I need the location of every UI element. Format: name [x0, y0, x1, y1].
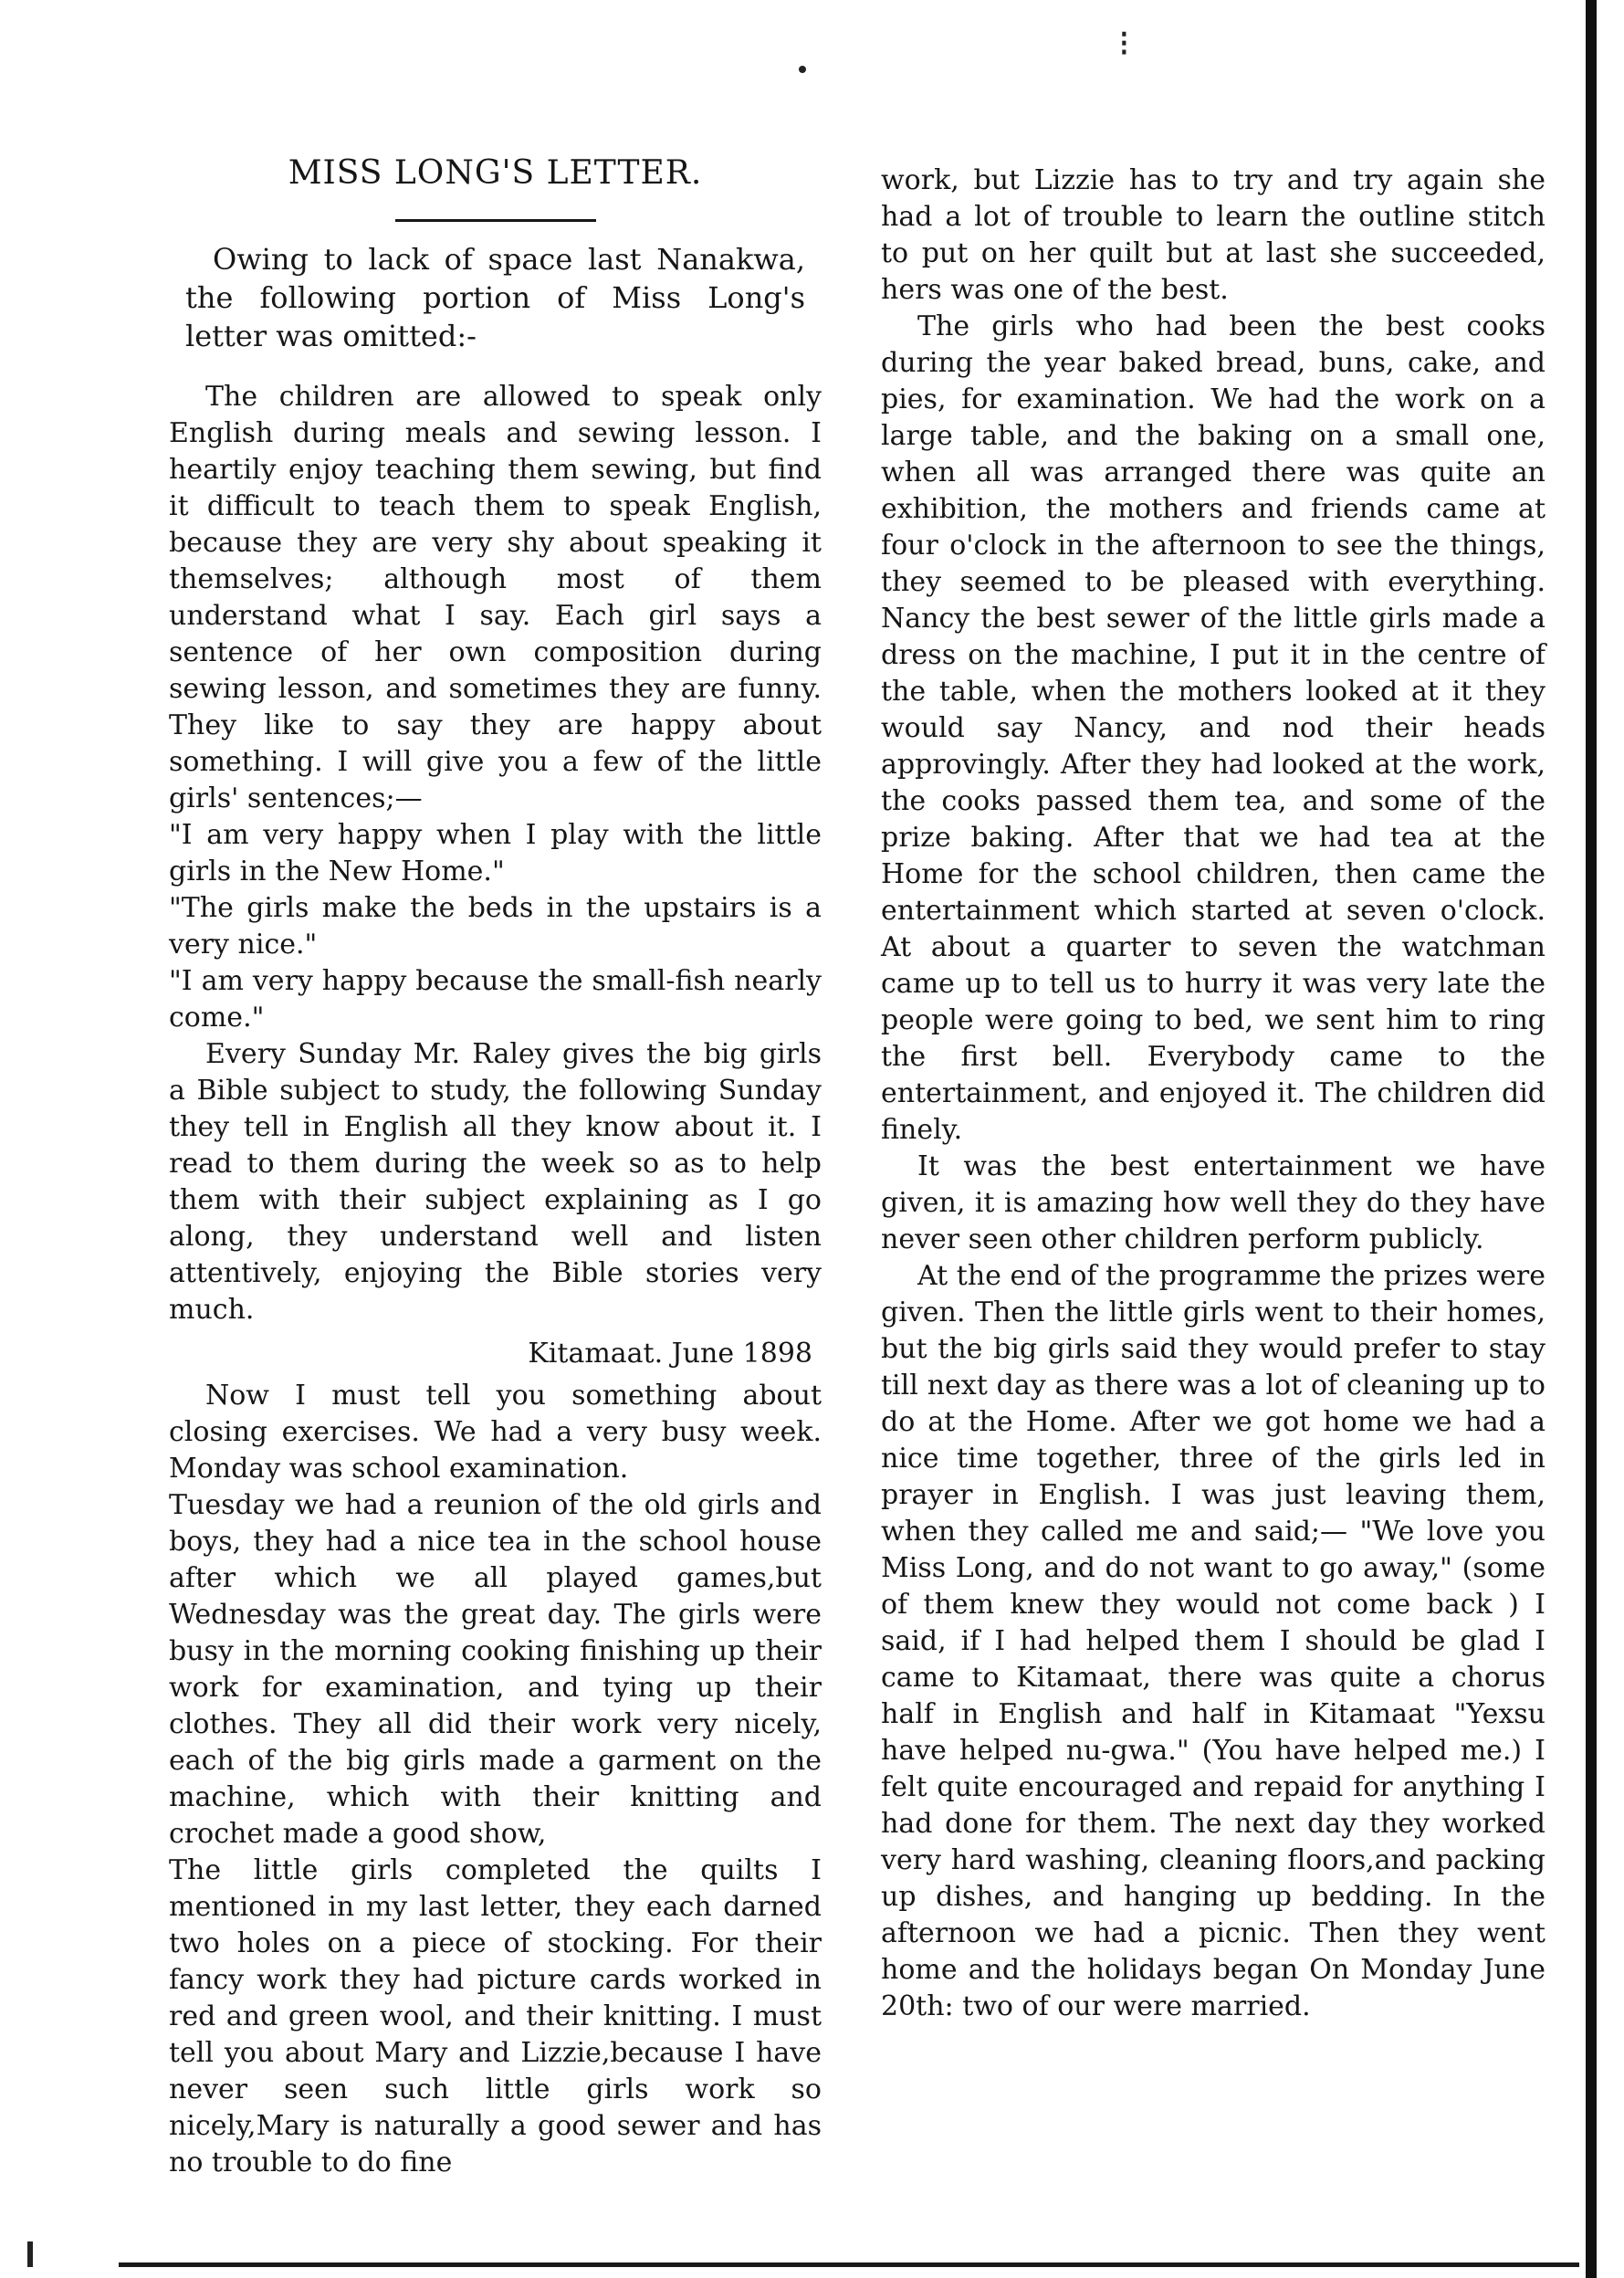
paragraph: It was the best entertainment we have given, it is amazing how well they do they have never seen other children perform publicly.	[881, 1150, 1545, 1255]
ink-speck	[799, 66, 806, 73]
margin-mark: ⁝	[1118, 23, 1130, 65]
left-column	[169, 155, 822, 2181]
paragraph: The little girls completed the quilts I mentioned in my last letter, they each darned two holes on a piece of stocking. For their fancy work they had picture cards worked in red and green wool, and their knitting. I must tell you about Mary and Lizzie,because I have never seen such little girls work so nicely,Mary is naturally a good sewer and has no trouble to do fine	[169, 1854, 822, 2178]
paragraph: Every Sunday Mr. Raley gives the big girls a Bible subject to study, the following Sunday they tell in English all they know about it. I read to them during the week so as to help them with their subject explaining as I go along, they understand well and listen attentively, enjoying the Bible stories very much.	[169, 1038, 822, 1326]
paragraph: Now I must tell you something about closing exercises. We had a very busy week. Monday was school examination.	[169, 1380, 822, 1485]
title-rule	[395, 219, 596, 222]
right-column	[881, 163, 1545, 2025]
paragraph: work, but Lizzie has to try and try again she had a lot of trouble to learn the outline stitch to put on her quilt but at last she succeeded, hers was one of the best.	[881, 164, 1545, 306]
paragraph: The girls who had been the best cooks during the year baked bread, buns, cake, and pies, for examination. We had the work on a large table, and the baking on a small one, when all was arranged there was quite an exhibition, the mothers and friends came at four o'clock in the afternoon to see the things, they seemed to be pleased with everything. Nancy the best sewer of the little girls made a dress on the machine, I put it in the centre of the table, when the mothers looked at it they would say Nancy, and nod their heads approvingly. After they had looked at the work, the cooks passed them tea, and some of the prize baking. After that we had tea at the Home for the school children, then came the entertainment which started at seven o'clock. At about a quarter to seven the watchman came up to tell us to hurry it was very late the people were going to bed, we sent him to ring the first bell. Everybody came to the entertainment, and enjoyed it. The children did finely.	[881, 310, 1545, 1146]
paragraph: The children are allowed to speak only English during meals and sewing lesson. I heartily enjoy teaching them sewing, but find it difficult to teach them to speak English, because they are very shy about speaking it themselves; although most of them understand what I say. Each girl says a sentence of her own composition during sewing lesson, and sometimes they are funny. They like to say they are happy about something. I will give you a few of the little girls' sentences;—	[169, 381, 822, 814]
paragraph: At the end of the programme the prizes were given. Then the little girls went to their homes, but the big girls said they would prefer to stay till next day as there was a lot of cleaning up to do at the Home. After we got home we had a nice time together, three of the girls led in prayer in English. I was just leaving them, when they called me and said;— "We love you Miss Long, and do not want to go away," (some of them knew they would not come back ) I said, if I had helped them I should be glad I came to Kitamaat, there was quite a chorus half in English and half in Kitamaat "Yexsu have helped nu-gwa." (You have helped me.) I felt quite encouraged and repaid for anything I had done for them. The next day they worked very hard washing, cleaning floors,and packing up dishes, and hanging up bedding. In the afternoon we had a picnic. Then they went home and the holidays began On Monday June 20th: two of our were married.	[881, 1260, 1545, 2022]
dateline: Kitamaat. June 1898	[528, 1338, 812, 1370]
quote: "I am very happy because the small-fish nearly come."	[169, 965, 822, 1034]
quote: "I am very happy when I play with the little girls in the New Home."	[169, 819, 822, 887]
article-title: MISS LONG'S LETTER.	[288, 154, 703, 192]
article-intro: Owing to lack of space last Nanakwa, the following portion of Miss Long's letter was omitted:-	[185, 242, 805, 353]
bottom-rule	[119, 2262, 1579, 2267]
page-edge-shadow	[1586, 0, 1597, 2278]
paragraph: Tuesday we had a reunion of the old girls and boys, they had a nice tea in the school house after which we all played games,but Wednesday was the great day. The girls were busy in the morning cooking finishing up their work for examination, and tying up their clothes. They all did their work very nicely, each of the big girls made a garment on the machine, which with their knitting and crochet made a good show,	[169, 1489, 822, 1850]
quote: "The girls make the beds in the upstairs is a very nice."	[169, 892, 822, 961]
margin-mark	[27, 2241, 33, 2267]
